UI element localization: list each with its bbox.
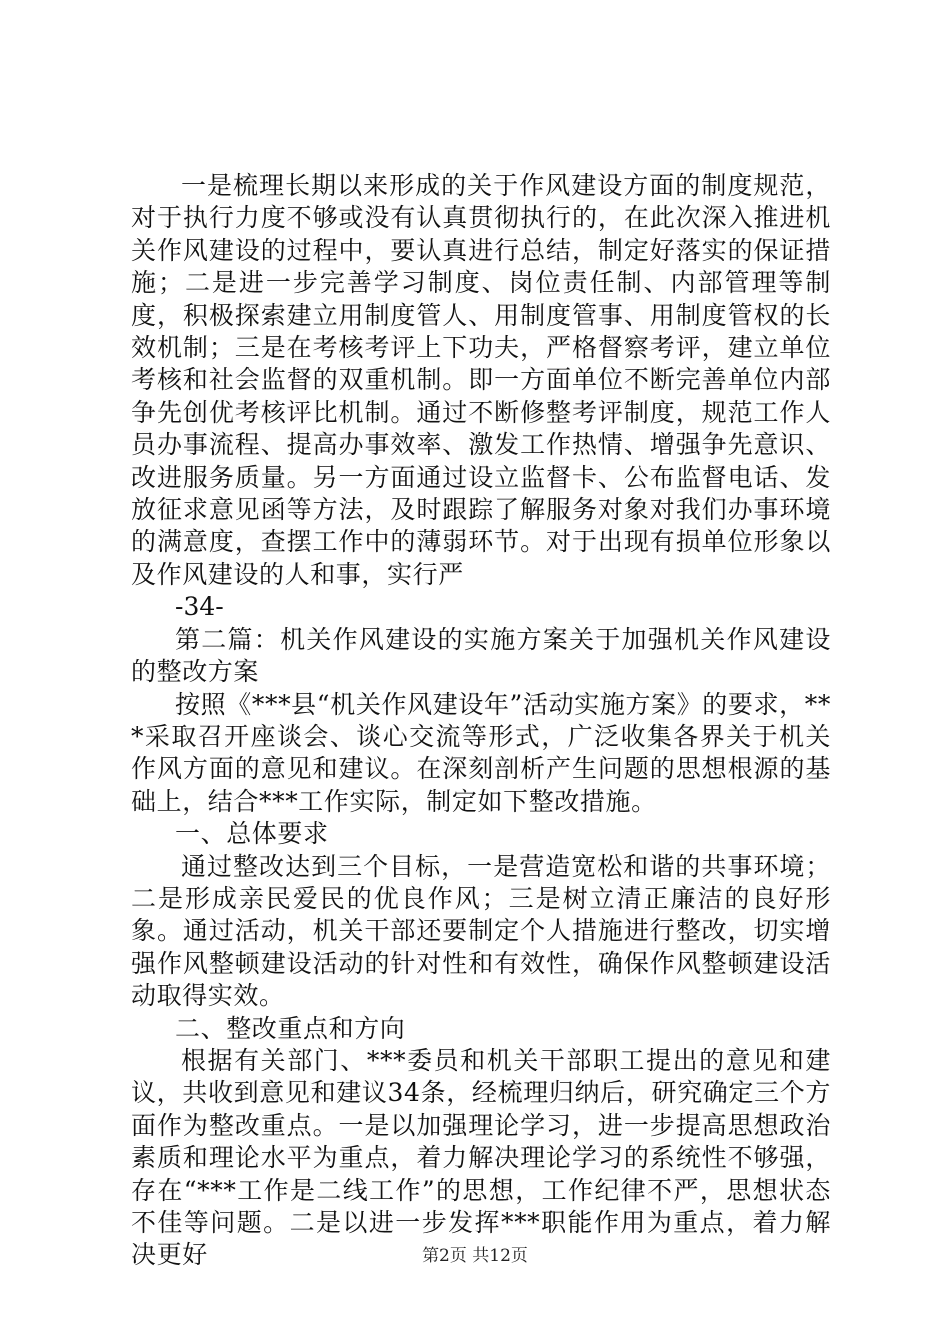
page-footer: 第2页 共12页 (422, 1246, 528, 1266)
document-body (131, 170, 831, 1272)
paragraph-introduction: 按照《***县“机关作风建设年”活动实施方案》的要求，***采取召开座谈会、谈心交流等形式，广泛收集各界关于机关作风方面的意见和建议。在深刻剖析产生问题的思想根源的基础上，结合***工作实际，制定如下整改措施。 (131, 689, 831, 816)
heading-general-requirements: 一、总体要求 (175, 819, 329, 849)
section-title: 第二篇：机关作风建设的实施方案关于加强机关作风建设的整改方案 (131, 624, 831, 687)
heading-rectification-focus: 二、整改重点和方向 (175, 1013, 406, 1043)
paragraph-system-standards: 一是梳理长期以来形成的关于作风建设方面的制度规范，对于执行力度不够或没有认真贯彻执行的，在此次深入推进机关作风建设的过程中，要认真进行总结，制定好落实的保证措施；二是进一步完善学习制度、岗位责任制、内部管理等制度，积极探索建立用制度管人、用制度管事、用制度管权的长效机制；三是在考核考评上下功夫，严格督察考评，建立单位考核和社会监督的双重机制。即一方面单位不断完善单位内部争先创优考核评比机制。通过不断修整考评制度，规范工作人员办事流程、提高办事效率、激发工作热情、增强争先意识、改进服务质量。另一方面通过设立监督卡、公布监督电话、发放征求意见函等方法，及时跟踪了解服务对象对我们办事环境的满意度，查摆工作中的薄弱环节。对于出现有损单位形象以及作风建设的人和事，实行严 (131, 171, 831, 589)
paragraph-rectification-details: 根据有关部门、***委员和机关干部职工提出的意见和建议，共收到意见和建议34条，经梳理归纳后，研究确定三个方面作为整改重点。一是以加强理论学习，进一步提高思想政治素质和理论水平为重点，着力解决理论学习的系统性不够强，存在“***工作是二线工作”的思想，工作纪律不严，思想状态不佳等问题。二是以进一步发挥***职能作用为重点，着力解决更好 (131, 1045, 831, 1270)
paragraph-goals: 通过整改达到三个目标，一是营造宽松和谐的共事环境；二是形成亲民爱民的优良作风；三是树立清正廉洁的良好形象。通过活动，机关干部还要制定个人措施进行整改，切实增强作风整顿建设活动的针对性和有效性，确保作风整顿建设活动取得实效。 (131, 851, 831, 1011)
page-marker: -34- (175, 592, 224, 622)
